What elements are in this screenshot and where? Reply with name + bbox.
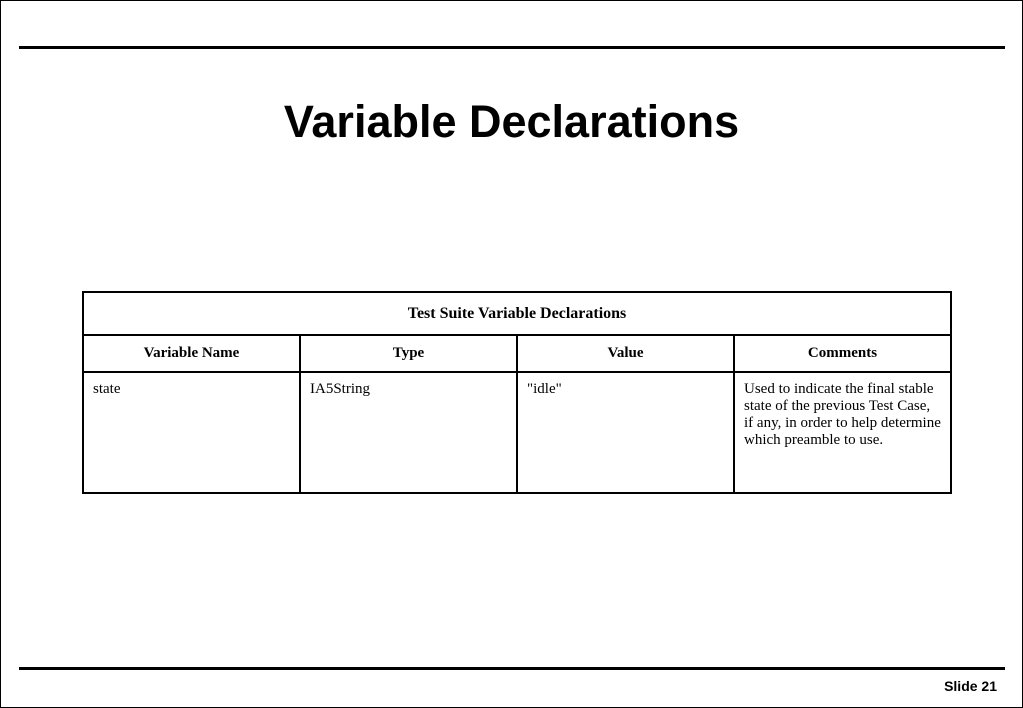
table-caption-row — [83, 292, 951, 335]
cell-variable-name: state — [83, 372, 300, 493]
cell-value: "idle" — [517, 372, 734, 493]
column-header-variable-name: Variable Name — [83, 335, 300, 372]
bottom-divider — [19, 667, 1005, 670]
table-header-row — [83, 335, 951, 372]
column-header-comments: Comments — [734, 335, 951, 372]
top-divider — [19, 46, 1005, 49]
cell-comments: Used to indicate the final stable state of the previous Test Case, if any, in order to help determine which preamble to use. — [734, 372, 951, 493]
slide-title: Variable Declarations — [283, 96, 740, 147]
table-caption: Test Suite Variable Declarations — [83, 292, 951, 335]
table-row — [83, 372, 951, 493]
column-header-type: Type — [300, 335, 517, 372]
variable-declarations-table — [82, 291, 952, 494]
cell-type: IA5String — [300, 372, 517, 493]
column-header-value: Value — [517, 335, 734, 372]
slide-number: Slide 21 — [944, 678, 997, 694]
